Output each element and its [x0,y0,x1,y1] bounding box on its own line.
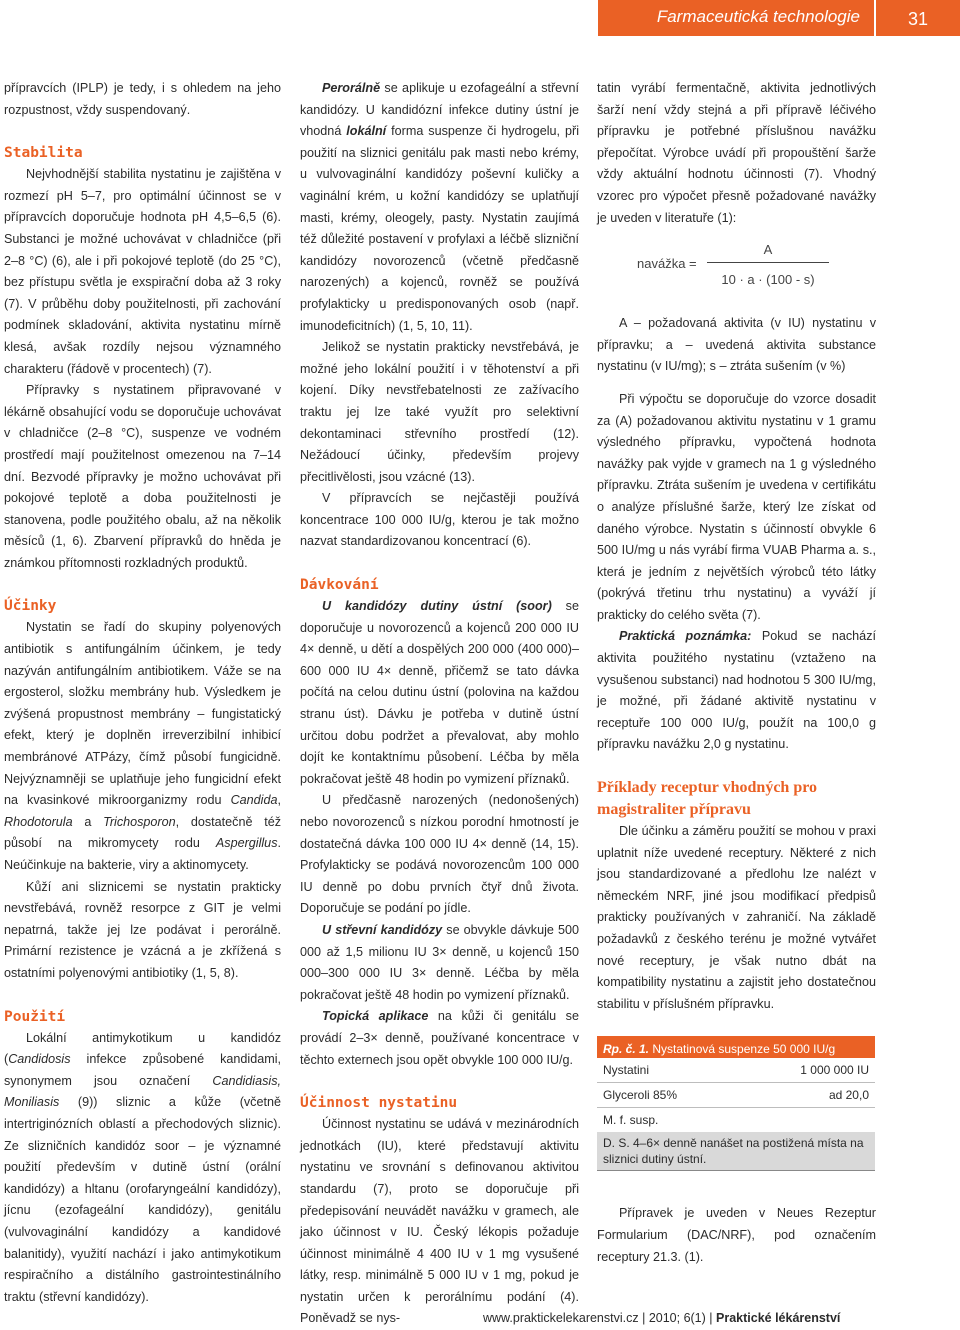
fraction-bar [707,262,829,263]
page-number: 31 [876,0,960,36]
column-1 [4,78,281,1308]
footer-issue: 2010; 6(1) [648,1311,706,1325]
paragraph: U předčasně narozených (nedonošených) nebo novorozenců s nízkou porodní hmotností je dostatečná dávka 100 000 IU 4× denně (14, 15). Profylakticky se podává novorozencům 100 000 IU denně po dobu prvních čtyř dnů života. Doporučuje se podání po jídle. [300,793,579,916]
heading-priklady: Příklady receptur vhodných pro magistraliter přípravu [597,779,818,819]
column-2 [300,78,579,1330]
footer: www.praktickelekarenstvi.cz | 2010; 6(1) | Praktické lékárenství [483,1311,841,1325]
paragraph: Lokální antimykotikum u kandidóz (Candidosis infekce způsobené kandidami, synonymem jsou označení Candidiasis, Moniliasis (9)) sliznic a kůže (včetně intertriginózních oblastí a přechodových sliznic). Ze slizničních kandidóz soor – je významné použití především v dutině ústní (orální kandidózy) a hltanu (orofaryngeální kandidózy), jícnu (ezofageální kandidózy), genitálu (vulvovaginální kandidózy a kandidové balanitidy), využití nachází i jako antimykotikum respiračního a distálního gastrointestinálního traktu (střevní kandidózy). [4,1030,281,1304]
paragraph: Přípravek je uveden v Neues Rezeptur Formularium (DAC/NRF), pod označením receptury 21.3. (1). [597,1206,876,1264]
footer-journal: Praktické lékárenství [716,1311,841,1325]
formula-left: navážka = [637,256,697,272]
paragraph: U střevní kandidózy se obvykle dávkuje 500 000 až 1,5 milionu IU 3× denně, u kojenců 150 000–300 000 IU 3× denně. Léčba by měla pokračovat ještě 48 hodin po vymizení příznaků. [300,922,579,1002]
recipe-note: D. S. 4–6× denně nanášet na postižená místa na sliznici dutiny ústní. [597,1132,875,1170]
formula-numerator: A [763,242,773,258]
formula-denominator: 10 · a · (100 - s) [721,272,815,288]
recipe-row: Nystatini 1 000 000 IU [597,1058,875,1083]
paragraph: Perorálně se aplikuje u ezofageální a střevní kandidózy. U kandidózní infekce dutiny ústní je vhodná lokální forma suspenze či hydrogelu, při použití na sliznici genitálu pak masti nebo krémy, u vulvovaginální kandidózy poševní kuličky a vaginální krém, u kožní kandidózy se uplatňují masti, krémy, oleogely, pasty. Nystatin zaujímá též důležité postavení v profylaxi a léčbě slizniční kandidózy novorozenců (včetně předčasně narozených) a kojenců, rovněž se používá profylakticky u predisponovaných osob (např. imunodeficitních) (1, 5, 10, 11). [300,81,579,333]
paragraph: přípravcích (IPLP) je tedy, i s ohledem na jeho rozpustnost, vždy suspendovaný. [4,81,281,117]
heading-pouziti: Použití [4,1008,66,1025]
header-bar [598,0,874,36]
paragraph: Praktická poznámka: Pokud se nachází aktivita použitého nystatinu (vztaženo na vysušenou substanci) nad hodnotou 5 300 IU/mg, je možné, při žádané aktivitě nystatinu v receptuře 100 000 IU/g, použít na 100,0 g přípravku navážku 2,0 g nystatinu. [597,629,876,752]
column-3 [597,78,876,1268]
footer-url: www.praktickelekarenstvi.cz [483,1311,639,1325]
section-title: Farmaceutická technologie [656,7,860,26]
paragraph: Nystatin se řadí do skupiny polyenových antibiotik s antifungálním účinkem, je tedy nazýván antifungálním antibiotikem. Váže se na ergosterol, složku membrány hub. Výsledkem je zvýšená propustnost membrány – fungistatický efekt, který je doplněn irreverzibilní inhibicí membránové ATPázy, čímž působí fungicidně. Nejvýznamněji se uplatňuje jeho fungicidní efekt na kvasinkové mikroorganizmy rodu Candida, Rhodotorula a Trichosporon, dostatečně též působí na mikromycety rodu Aspergillus. Neúčinkuje na bakterie, viry a aktinomycety. [4,620,281,872]
heading-ucinnost: Účinnost nystatinu [300,1095,458,1112]
paragraph: Přípravky s nystatinem připravované v lékárně obsahující vodu se doporučuje uchovávat v chladničce (2–8 °C), suspenze ve vodném prostředí mají použitelnost omezenou na 7–14 dní. Bezvodé přípravky je možno uchovávat při pokojové teplotě a doba použitelnosti je stanovena, podle použitého obalu, až na několik měsíců (1, 6). Zbarvení přípravků do hněda je známkou přítomnosti rozkladných produktů. [4,383,281,570]
heading-stabilita: Stabilita [4,145,83,162]
heading-davkovani: Dávkování [300,577,379,594]
recipe-row: Glyceroli 85% ad 20,0 [597,1083,875,1108]
formula [597,233,876,307]
recipe-row: M. f. susp. [603,1113,659,1128]
paragraph: Účinnost nystatinu se udává v mezinárodních jednotkách (IU), které představují aktivitu nystatinu ve srovnání s definovanou aktivitou standardu (7), proto se doporučuje při předepisování neuvádět navážku v gramech, ale jako účinnost v IU. Český lékopis požaduje účinnost minimálně 4 400 IU v 1 mg vysušené látky, resp. minimálně 5 000 IU v 1 mg, pokud je nystatin určen k perorálnímu podání (4). Poněvadž se nys- [300,1117,579,1326]
paragraph: V přípravcích se nejčastěji používá koncentrace 100 000 IU/g, kterou je tak možno nazvat standardizovanou koncentrací (6). [300,491,579,549]
paragraph: Dle účinku a záměru použití se mohou v praxi uplatnit níže uvedené receptury. Některé z nich jsou standardizované a předlohu lze nalézt v německém NRF, jiné jsou modifikací předpisů prakticky používaných v zahraničí. Na základě požadavků z českého terénu je možné vytvářet nové receptury, je však nutno dbát na kompatibility nystatinu a zajistit jeho dostatečnou stabilitu v příslušném přípravku. [597,824,876,1011]
heading-ucinky: Účinky [4,598,57,615]
recipe-box [597,1036,875,1171]
paragraph: Kůží ani sliznicemi se nystatin prakticky nevstřebává, rovněž resorpce z GIT je velmi nepatrná, takže jej lze podávat i perorálně. Primární rezistence je vzácná a je zkřížená s ostatními polyenovými antibiotiky (1, 5, 8). [4,879,281,980]
paragraph: Jelikož se nystatin prakticky nevstřebává, je možné jeho lokální použití i v těhotenství a při kojení. Díky nevstřebatelnosti ze zažívacího traktu jej lze také využít pro selektivní dekontaminaci střevního prostředí (12). Nežádoucí účinky, především projevy přecitlivělosti, jsou vzácné (13). [300,340,579,484]
paragraph: U kandidózy dutiny ústní (soor) se doporučuje u novorozenců a kojenců 200 000 IU 4× denně, u dětí a dospělých 200 000 (400 000)–600 000 IU 4× denně, přičemž se tato dávka počítá na celou dutinu ústní (polovina na každou stranu úst). Dávku je potřeba v dutině ústní určitou dobu podržet a převalovat, aby mohlo dojít ke kontaktnímu působení. Léčba by měla pokračovat ještě 48 hodin po vymizení příznaků. [300,599,579,786]
paragraph: A – požadovaná aktivita (v IU) nystatinu v přípravku; a – uvedená aktivita substance nystatinu (v IU/mg); s – ztráta sušením (v %) [597,316,876,374]
paragraph: Při výpočtu se doporučuje do vzorce dosadit za (A) požadovanou aktivitu nystatinu v 1 gramu výsledného přípravku, vypočtená hodnota navážky pak vyjde v gramech na 1 g výsledného přípravku. Ztráta sušením je uvedena v certifikátu o analýze příslušné šarže, který lze získat od daného výrobce. Nystatin s účinností obvykle 6 500 IU/mg u nás vyrábí firma VUAB Pharma a. s., která je jedním z největších výrobců této látky (pokrývá třetinu trhu nystatinu) a vyváží jí prakticky do celého světa (7). [597,391,876,622]
paragraph: Nejvhodnější stabilita nystatinu je zajištěna v rozmezí pH 5–7, pro optimální účinnost se v přípravcích doporučuje hodnota pH 4,5–6,5 (6). Substanci je možné uchovávat v chladničce (při 2–8 °C) (6), ale i při pokojové teplotě (do 25 °C), bez přístupu světla je exspirační doba až 3 roky (7). V průběhu doby použitelnosti, při zachování podmínek skladování, aktivita nystatinu mírně klesá, avšak rozdíly nejsou významného charakteru (řádově v procentech) (7). [4,167,281,376]
recipe-header: Rp. č. 1. Nystatinová suspenze 50 000 IU/g [597,1036,875,1058]
paragraph: Topická aplikace na kůži či genitálu se provádí 2–3× denně, používané koncentrace v těchto externech jsou opět obvykle 100 000 IU/g. [300,1009,579,1067]
paragraph: tatin vyrábí fermentačně, aktivita jednotlivých šarží není vždy stejná a při přípravě léčivého přípravku je potřebné příslušnou navážku přepočítat. Výrobce uvádí při propouštění šarže vždy aktuální hodnotu účinnosti (7). Vhodný vzorec pro výpočet přesně požadované navážky je uveden v literatuře (1): [597,81,876,225]
